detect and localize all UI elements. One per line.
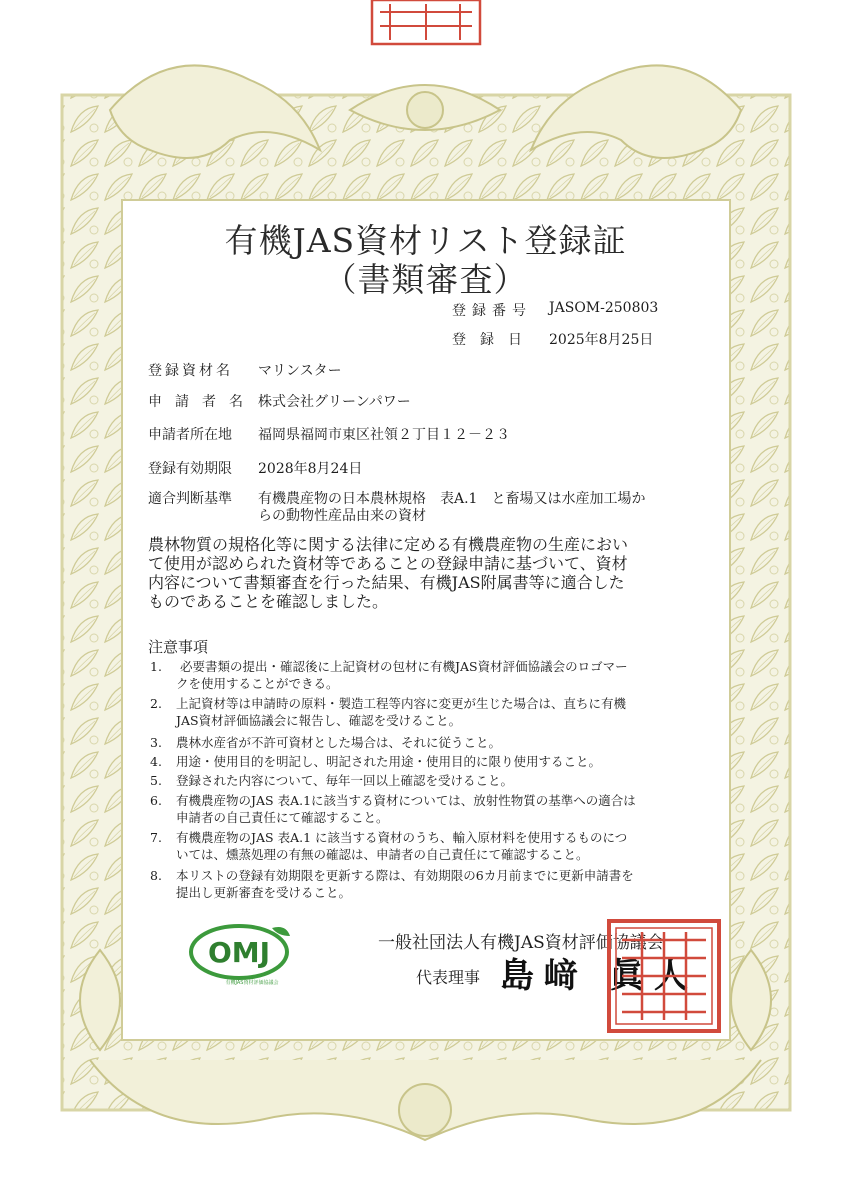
validity-label: 登録有効期限 [148,461,232,477]
note-item [150,753,601,770]
certificate-subtitle: （書類審査） [323,260,528,299]
representative-signature: 島﨑 眞人 [500,956,698,996]
statement-paragraph [148,535,688,611]
note-item [150,867,634,901]
statement-line: 内容について書類審査を行った結果、有機JAS附属書等に適合した [148,573,625,592]
criteria-label: 適合判断基準 [148,491,232,507]
omj-logo [186,922,296,988]
official-seal [606,918,722,1034]
note-item [150,695,626,729]
note-text: 用途・使用目的を明記し、明記された用途・使用目的に限り使用すること。 [176,754,602,769]
note-text-cont: JAS資材評価協議会に報告し、確認を受けること。 [176,713,462,728]
registration-number-label: 登録番号 [452,303,532,319]
note-text-cont: いては、燻蒸処理の有無の確認は、申請者の自己責任にて確認すること。 [176,847,589,862]
note-text-cont: クを使用することができる。 [176,676,339,691]
material-label: 登録資材名 [148,363,233,379]
note-item [150,829,627,863]
registration-date-label: 登録日 [452,332,536,348]
representative-title: 代表理事 [416,968,481,987]
note-text-cont: 提出し更新審査を受けること。 [176,885,352,900]
note-item [150,734,501,751]
note-item [150,658,628,692]
statement-line: て使用が認められた資材等であることの登録申請に基づいて、資材 [148,554,628,573]
registration-date: 2025年8月25日 [549,332,654,348]
registration-number: JASOM-250803 [549,300,659,316]
material-value: マリンスター [258,363,342,379]
note-item [150,792,636,826]
note-text: 有機農産物のJAS 表A.1に該当する資材については、放射性物質の基準への適合は [176,793,636,808]
criteria-line-1: 有機農産物の日本農林規格 表A.1 と畜場又は水産加工場か [258,491,646,507]
issuer-organization: 一般社団法人有機JAS資材評価協議会 [378,933,664,953]
note-number: 2. [150,696,162,711]
note-number: 6. [150,793,162,808]
address-value: 福岡県福岡市東区社領２丁目１２－２３ [258,427,510,443]
note-number: 1. [150,659,162,674]
note-text: 必要書類の提出・確認後に上記資材の包材に有機JAS資材評価協議会のロゴマー [176,659,628,674]
note-item [150,772,513,789]
note-number: 5. [150,773,162,788]
note-text: 登録された内容について、毎年一回以上確認を受けること。 [176,773,514,788]
validity-value: 2028年8月24日 [258,461,363,477]
note-text: 本リストの登録有効期限を更新する際は、有効期限の6カ月前までに更新申請書を [176,868,634,883]
certificate-title: 有機JAS資材リスト登録証 [224,221,627,260]
top-seal-stamp [372,0,480,44]
note-text-cont: 申請者の自己責任にて確認すること。 [176,810,389,825]
address-label: 申請者所在地 [148,427,232,443]
note-text: 上記資材等は申請時の原料・製造工程等内容に変更が生じた場合は、直ちに有機 [176,696,627,711]
note-number: 7. [150,830,162,845]
logo-text: OMJ [207,936,271,969]
note-number: 3. [150,735,162,750]
applicant-value: 株式会社グリーンパワー [258,394,411,410]
note-text: 有機農産物のJAS 表A.1 に該当する資材のうち、輸入原材料を使用するものにつ [176,830,628,845]
note-text: 農林水産省が不許可資材とした場合は、それに従うこと。 [176,735,502,750]
logo-subtext: 有機JAS資材評価協議会 [225,980,279,986]
note-number: 8. [150,868,162,883]
note-number: 4. [150,754,162,769]
notes-heading: 注意事項 [148,638,209,656]
applicant-label: 申請者名 [148,394,256,410]
statement-line: ものであることを確認しました。 [148,592,389,611]
statement-line: 農林物質の規格化等に関する法律に定める有機農産物の生産におい [148,535,629,554]
criteria-line-2: らの動物性産品由来の資材 [258,508,426,524]
